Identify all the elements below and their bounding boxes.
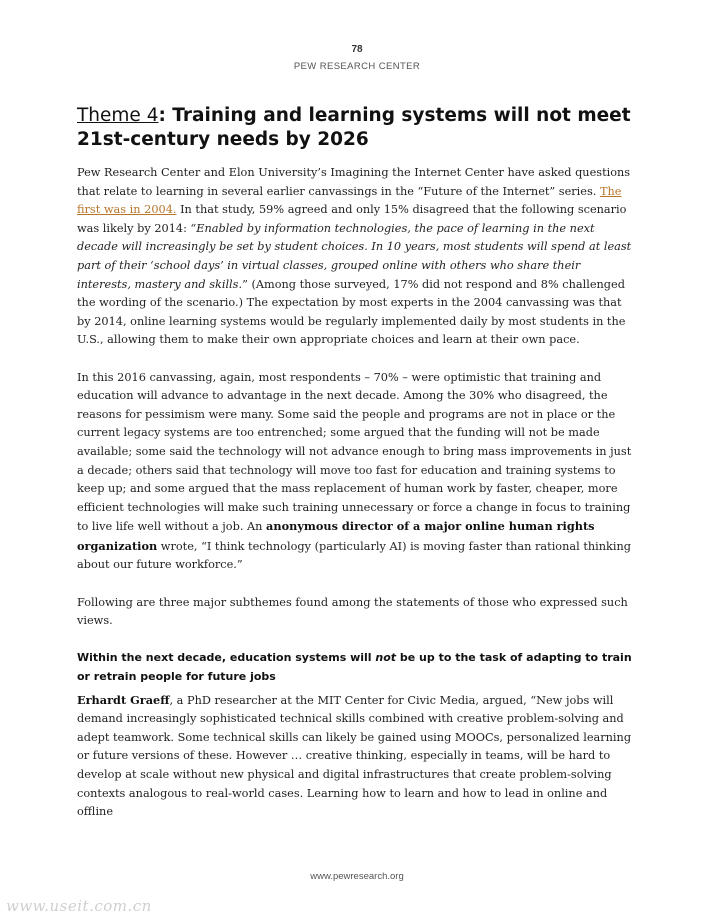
footer-url: www.pewresearch.org: [310, 871, 404, 882]
theme-label: Theme 4: [77, 105, 159, 126]
p2-text-b: wrote, “I think technology (particularly AI) is moving faster than rational thinking about our future workforce.”: [77, 539, 631, 572]
subhead-text-b: be up to the task of adapting to train or retrain people for future jobs: [77, 651, 632, 684]
article-body: [77, 164, 637, 840]
subhead-text-a: Within the next decade, education systems will: [77, 651, 376, 665]
p1-text-c: ” (Among those surveyed, 17% did not respond and 8% challenged the wording of the scenario.) The expectation by most experts in the 2004 canvassing was that by 2014, online learning systems would be regularly implemented daily by most students in the U.S., allowing them to make their own appropriate choices and learn at their own pace.: [77, 277, 626, 347]
subhead-italic: not: [375, 651, 397, 665]
p1-text-b: In that study, 59% agreed and only 15% disagreed that the following scenario was likely by 2014:: [77, 203, 627, 235]
paragraph-1: [77, 164, 637, 350]
title-text: : Training and learning systems will not meet 21st-century needs by 2026: [77, 105, 631, 150]
p1-quote: “Enabled by information technologies, the pace of learning in the next decade will increasingly be set by student choices. In 10 years, most students will spend at least part of their ‘school days’ in virtual classes, grouped online with others who share their interests, mastery and skills.: [77, 221, 632, 291]
p4-text: , a PhD researcher at the MIT Center for Civic Media, argued, “New jobs will demand increasingly sophisticated technical skills combined with creative problem-solving and adept teamwork. Some technical skills can likely be gained using MOOCs, personalized learning or future versions of these. However … creative thinking, especially in teams, will be hard to develop at scale without new physical and digital infrastructures that create problem-solving contexts analogous to real-world cases. Learning how to learn and how to lead in online and offline: [77, 693, 632, 819]
page-title: [77, 104, 657, 152]
p4-name: Erhardt Graeff: [77, 692, 170, 707]
watermark: www.useit.com.cn: [6, 897, 152, 915]
p2-bold-attribution: anonymous director of a major online human rights organization: [77, 519, 595, 553]
subtheme-heading: [77, 649, 637, 686]
paragraph-4: [77, 691, 637, 822]
header-org-name: PEW RESEARCH CENTER: [293, 61, 421, 72]
page-number: 78: [351, 44, 363, 55]
p1-text-a: Pew Research Center and Elon University’s Imagining the Internet Center have asked questions that relate to learning in several earlier canvassings in the “Future of the Internet” series.: [77, 166, 631, 198]
paragraph-2: [77, 369, 637, 576]
paragraph-3: Following are three major subthemes found among the statements of those who expressed such views.: [77, 595, 628, 628]
first-study-link[interactable]: The first was in 2004.: [77, 184, 622, 217]
p2-text-a: In this 2016 canvassing, again, most respondents – 70% – were optimistic that training and education will advance to advantage in the next decade. Among the 30% who disagreed, the reasons for pessimism were many. Some said the people and programs are not in place or the current legacy systems are too entrenched; some argued that the funding will not be made available; some said the technology will not advance enough to bring mass improvements in just a decade; others said that technology will move too fast for education and training systems to keep up; and some argued that the mass replacement of human work by faster, cheaper, more efficient technologies will make such training unnecessary or force a change in focus to training to live life well without a job. An: [77, 370, 632, 534]
